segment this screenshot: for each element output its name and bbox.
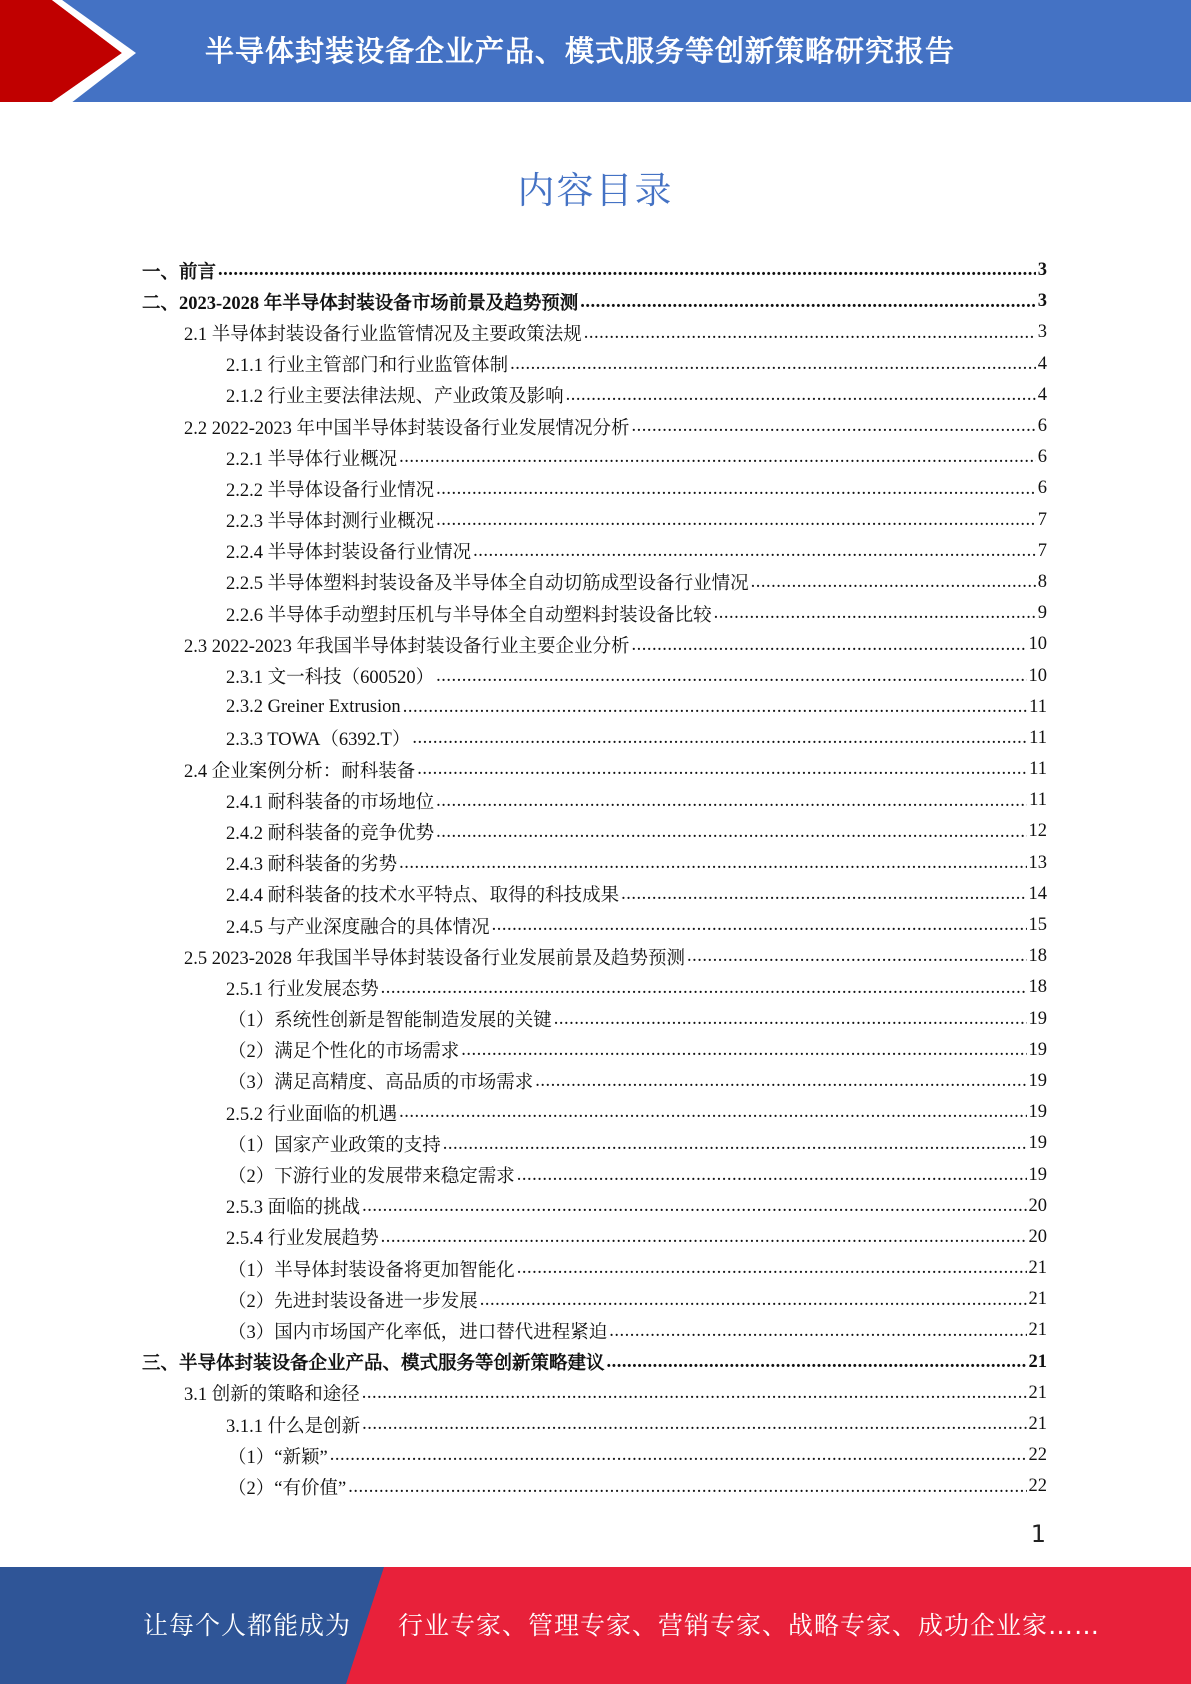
- toc-leader-dots: [436, 792, 1027, 811]
- toc-leader-dots: [362, 1415, 1026, 1434]
- toc-leader-dots: [492, 916, 1027, 935]
- toc-entry-text: 2.2 2022-2023 年中国半导体封装设备行业发展情况分析: [184, 418, 630, 439]
- toc-entry-text: （1）国家产业政策的支持: [228, 1135, 441, 1156]
- toc-entry-page: 21: [1028, 1351, 1047, 1372]
- toc-entry-text: 2.2.3 半导体封测行业概况: [226, 512, 435, 533]
- toc-entry-text: 2.2.6 半导体手动塑封压机与半导体全自动塑料封装设备比较: [226, 605, 712, 626]
- toc-entry[interactable]: [0, 941, 1191, 972]
- toc-entry-text: （2）满足个性化的市场需求: [228, 1042, 460, 1063]
- toc-entry-page: 3: [1037, 322, 1047, 343]
- toc-entry-page: 11: [1029, 790, 1047, 811]
- toc-leader-dots: [381, 979, 1027, 998]
- toc-entry-page: 8: [1037, 571, 1047, 592]
- toc-leader-dots: [517, 1259, 1027, 1278]
- toc-entry[interactable]: [0, 1253, 1191, 1284]
- toc-entry-text: 2.2.4 半导体封装设备行业情况: [226, 543, 472, 564]
- toc-entry[interactable]: [0, 848, 1191, 879]
- toc-entry-text: 2.5 2023-2028 年我国半导体封装设备行业发展前景及趋势预测: [184, 948, 686, 969]
- toc-leader-dots: [580, 293, 1035, 312]
- toc-entry-text: 2.5.3 面临的挑战: [226, 1198, 361, 1219]
- footer-slogan-right: 行业专家、管理专家、营销专家、战略专家、成功企业家……: [398, 1611, 1101, 1640]
- toc-entry-page: 15: [1028, 915, 1047, 936]
- toc-entry[interactable]: [0, 1378, 1191, 1409]
- toc-entry-text: 2.5.2 行业面临的机遇: [226, 1104, 398, 1125]
- toc-entry-text: 2.5.4 行业发展趋势: [226, 1229, 379, 1250]
- toc-entry-text: 三、半导体封装设备企业产品、模式服务等创新策略建议: [142, 1354, 605, 1375]
- toc-entry-page: 11: [1029, 759, 1047, 780]
- toc-entry-page: 12: [1028, 821, 1047, 842]
- toc-entry-page: 18: [1028, 977, 1047, 998]
- toc-entry-text: （1）“新颖”: [228, 1447, 328, 1468]
- toc-entry-page: 22: [1028, 1445, 1047, 1466]
- footer-slogan-left: 让每个人都能成为: [143, 1611, 352, 1640]
- toc-entry-text: （1）半导体封装设备将更加智能化: [228, 1260, 515, 1281]
- toc-entry[interactable]: [0, 785, 1191, 816]
- toc-entry-page: 11: [1029, 696, 1047, 717]
- toc-leader-dots: [399, 854, 1026, 873]
- toc-leader-dots: [517, 1166, 1027, 1185]
- toc-entry[interactable]: [0, 411, 1191, 442]
- toc-entry[interactable]: [0, 910, 1191, 941]
- toc-entry-page: 9: [1037, 603, 1047, 624]
- toc-entry-page: 7: [1037, 540, 1047, 561]
- toc-entry-page: 20: [1028, 1195, 1047, 1216]
- toc-entry[interactable]: [0, 1159, 1191, 1190]
- toc-leader-dots: [348, 1478, 1026, 1497]
- toc-entry[interactable]: [0, 660, 1191, 691]
- toc-entry[interactable]: [0, 1315, 1191, 1346]
- toc-entry-page: 19: [1028, 1070, 1047, 1091]
- toc-entry-page: 22: [1028, 1476, 1047, 1497]
- toc-entry-text: 2.3 2022-2023 年我国半导体封装设备行业主要企业分析: [184, 636, 630, 657]
- toc-leader-dots: [417, 760, 1027, 779]
- toc-entry[interactable]: [0, 972, 1191, 1003]
- toc-entry-text: 3.1 创新的策略和途径: [184, 1385, 360, 1406]
- toc-leader-dots: [399, 448, 1036, 467]
- toc-entry[interactable]: [0, 380, 1191, 411]
- toc-entry[interactable]: [0, 692, 1191, 723]
- toc-entry-page: 3: [1037, 291, 1047, 312]
- toc-leader-dots: [632, 417, 1036, 436]
- toc-leader-dots: [362, 1384, 1027, 1403]
- toc-entry-page: 19: [1028, 1008, 1047, 1029]
- header-banner: [0, 0, 1191, 110]
- toc-entry[interactable]: [0, 1409, 1191, 1440]
- toc-entry-text: 2.1.1 行业主管部门和行业监管体制: [226, 356, 509, 377]
- toc-entry-page: 21: [1028, 1320, 1047, 1341]
- toc-leader-dots: [362, 1197, 1026, 1216]
- toc-entry-text: 2.2.5 半导体塑料封装设备及半导体全自动切筋成型设备行业情况: [226, 574, 749, 595]
- toc-entry-page: 18: [1028, 946, 1047, 967]
- toc-leader-dots: [218, 261, 1036, 280]
- toc-leader-dots: [399, 1103, 1026, 1122]
- toc-entry[interactable]: [0, 1440, 1191, 1471]
- toc-entry-text: 2.4 企业案例分析：耐科装备: [184, 761, 416, 782]
- toc-leader-dots: [554, 1010, 1027, 1029]
- toc-entry-text: （3）国内市场国产化率低，进口替代进程紧迫: [228, 1322, 608, 1343]
- toc-entry-text: （2）“有价值”: [228, 1478, 347, 1499]
- toc-leader-dots: [566, 386, 1036, 405]
- toc-entry-page: 14: [1028, 883, 1047, 904]
- toc-entry[interactable]: [0, 629, 1191, 660]
- toc-entry[interactable]: [0, 567, 1191, 598]
- toc-entry-text: 3.1.1 什么是创新: [226, 1416, 361, 1437]
- toc-leader-dots: [632, 636, 1027, 655]
- toc-entry-page: 21: [1028, 1382, 1047, 1403]
- toc-leader-dots: [607, 1353, 1027, 1372]
- toc-entry-text: （3）满足高精度、高品质的市场需求: [228, 1073, 534, 1094]
- toc-entry[interactable]: [0, 473, 1191, 504]
- toc-leader-dots: [461, 1041, 1026, 1060]
- toc-entry-text: 2.4.1 耐科装备的市场地位: [226, 792, 435, 813]
- toc-entry-page: 21: [1028, 1289, 1047, 1310]
- toc-entry-text: （2）先进封装设备进一步发展: [228, 1291, 478, 1312]
- toc-entry-page: 19: [1028, 1039, 1047, 1060]
- toc-entry-page: 7: [1037, 509, 1047, 530]
- toc-leader-dots: [535, 1072, 1026, 1091]
- toc-title: 内容目录: [517, 169, 674, 212]
- toc-entry[interactable]: [0, 816, 1191, 847]
- toc-entry-page: 10: [1028, 634, 1047, 655]
- toc-entry-text: （2）下游行业的发展带来稳定需求: [228, 1167, 515, 1188]
- toc-entry-page: 21: [1028, 1258, 1047, 1279]
- toc-entry-text: 2.1 半导体封装设备行业监管情况及主要政策法规: [184, 324, 582, 345]
- toc-entry[interactable]: [0, 1222, 1191, 1253]
- toc-entry-text: 2.4.2 耐科装备的竞争优势: [226, 823, 435, 844]
- toc-entry-page: 4: [1037, 384, 1047, 405]
- toc-entry[interactable]: [0, 317, 1191, 348]
- toc-entry-page: 6: [1037, 478, 1047, 499]
- toc-entry-text: 一、前言: [142, 262, 217, 283]
- toc-entry-page: 6: [1037, 447, 1047, 468]
- toc-entry-text: 2.2.2 半导体设备行业情况: [226, 480, 435, 501]
- page-number: 1: [1030, 1520, 1046, 1548]
- toc-entry[interactable]: [0, 1284, 1191, 1315]
- toc-entry[interactable]: [0, 879, 1191, 910]
- toc-leader-dots: [436, 511, 1036, 530]
- toc-leader-dots: [687, 947, 1026, 966]
- toc-entry[interactable]: [0, 1191, 1191, 1222]
- toc-leader-dots: [436, 667, 1026, 686]
- toc-leader-dots: [436, 823, 1026, 842]
- toc-entry-text: 2.2.1 半导体行业概况: [226, 449, 398, 470]
- toc-entry-text: 2.4.5 与产业深度融合的具体情况: [226, 917, 490, 938]
- toc-entry-page: 19: [1028, 1133, 1047, 1154]
- footer-banner: [0, 1567, 1191, 1684]
- toc-entry[interactable]: [0, 598, 1191, 629]
- toc-entry-text: 2.3.3 TOWA（6392.T）: [226, 730, 411, 751]
- toc-entry-page: 3: [1037, 260, 1047, 281]
- toc-leader-dots: [510, 355, 1036, 374]
- toc-entry-page: 10: [1028, 665, 1047, 686]
- toc-entry[interactable]: [0, 349, 1191, 380]
- toc-entry-page: 21: [1028, 1414, 1047, 1435]
- toc-entry-page: 13: [1028, 852, 1047, 873]
- toc-entry[interactable]: [0, 255, 1191, 286]
- toc-entry-text: 2.4.3 耐科装备的劣势: [226, 855, 398, 876]
- toc-entry[interactable]: [0, 1471, 1191, 1502]
- toc-entry[interactable]: [0, 536, 1191, 567]
- toc-entry-page: 6: [1037, 416, 1047, 437]
- toc-leader-dots: [584, 324, 1036, 343]
- toc-entry-page: 20: [1028, 1226, 1047, 1247]
- toc-leader-dots: [443, 1135, 1027, 1154]
- toc-leader-dots: [714, 604, 1036, 623]
- toc-leader-dots: [473, 542, 1036, 561]
- toc-entry[interactable]: [0, 1004, 1191, 1035]
- table-of-contents: [0, 255, 1191, 1503]
- toc-entry-page: 19: [1028, 1102, 1047, 1123]
- toc-leader-dots: [330, 1446, 1027, 1465]
- toc-entry-text: 2.1.2 行业主要法律法规、产业政策及影响: [226, 387, 564, 408]
- toc-leader-dots: [751, 573, 1036, 592]
- toc-entry[interactable]: [0, 754, 1191, 785]
- toc-leader-dots: [381, 1228, 1027, 1247]
- toc-entry-text: 2.3.1 文一科技（600520）: [226, 668, 435, 689]
- toc-leader-dots: [609, 1322, 1026, 1341]
- toc-entry-page: 11: [1029, 727, 1047, 748]
- toc-entry[interactable]: [0, 442, 1191, 473]
- toc-leader-dots: [480, 1291, 1027, 1310]
- toc-entry-text: 二、2023-2028 年半导体封装设备市场前景及趋势预测: [142, 293, 579, 314]
- toc-leader-dots: [412, 729, 1027, 748]
- toc-leader-dots: [436, 480, 1036, 499]
- toc-entry-text: 2.3.2 Greiner Extrusion: [226, 696, 401, 717]
- toc-entry[interactable]: [0, 1097, 1191, 1128]
- report-title: 半导体封装设备企业产品、模式服务等创新策略研究报告: [205, 34, 956, 68]
- toc-entry[interactable]: [0, 1035, 1191, 1066]
- toc-entry[interactable]: [0, 723, 1191, 754]
- toc-entry[interactable]: [0, 1066, 1191, 1097]
- toc-entry-text: 2.5.1 行业发展态势: [226, 979, 379, 1000]
- toc-entry-page: 19: [1028, 1164, 1047, 1185]
- toc-leader-dots: [621, 885, 1026, 904]
- toc-entry[interactable]: [0, 1128, 1191, 1159]
- toc-entry[interactable]: [0, 505, 1191, 536]
- toc-entry-text: （1）系统性创新是智能制造发展的关键: [228, 1011, 552, 1032]
- toc-entry[interactable]: [0, 1347, 1191, 1378]
- toc-entry-page: 4: [1037, 353, 1047, 374]
- toc-leader-dots: [403, 698, 1027, 717]
- toc-entry[interactable]: [0, 286, 1191, 317]
- toc-entry-text: 2.4.4 耐科装备的技术水平特点、取得的科技成果: [226, 886, 620, 907]
